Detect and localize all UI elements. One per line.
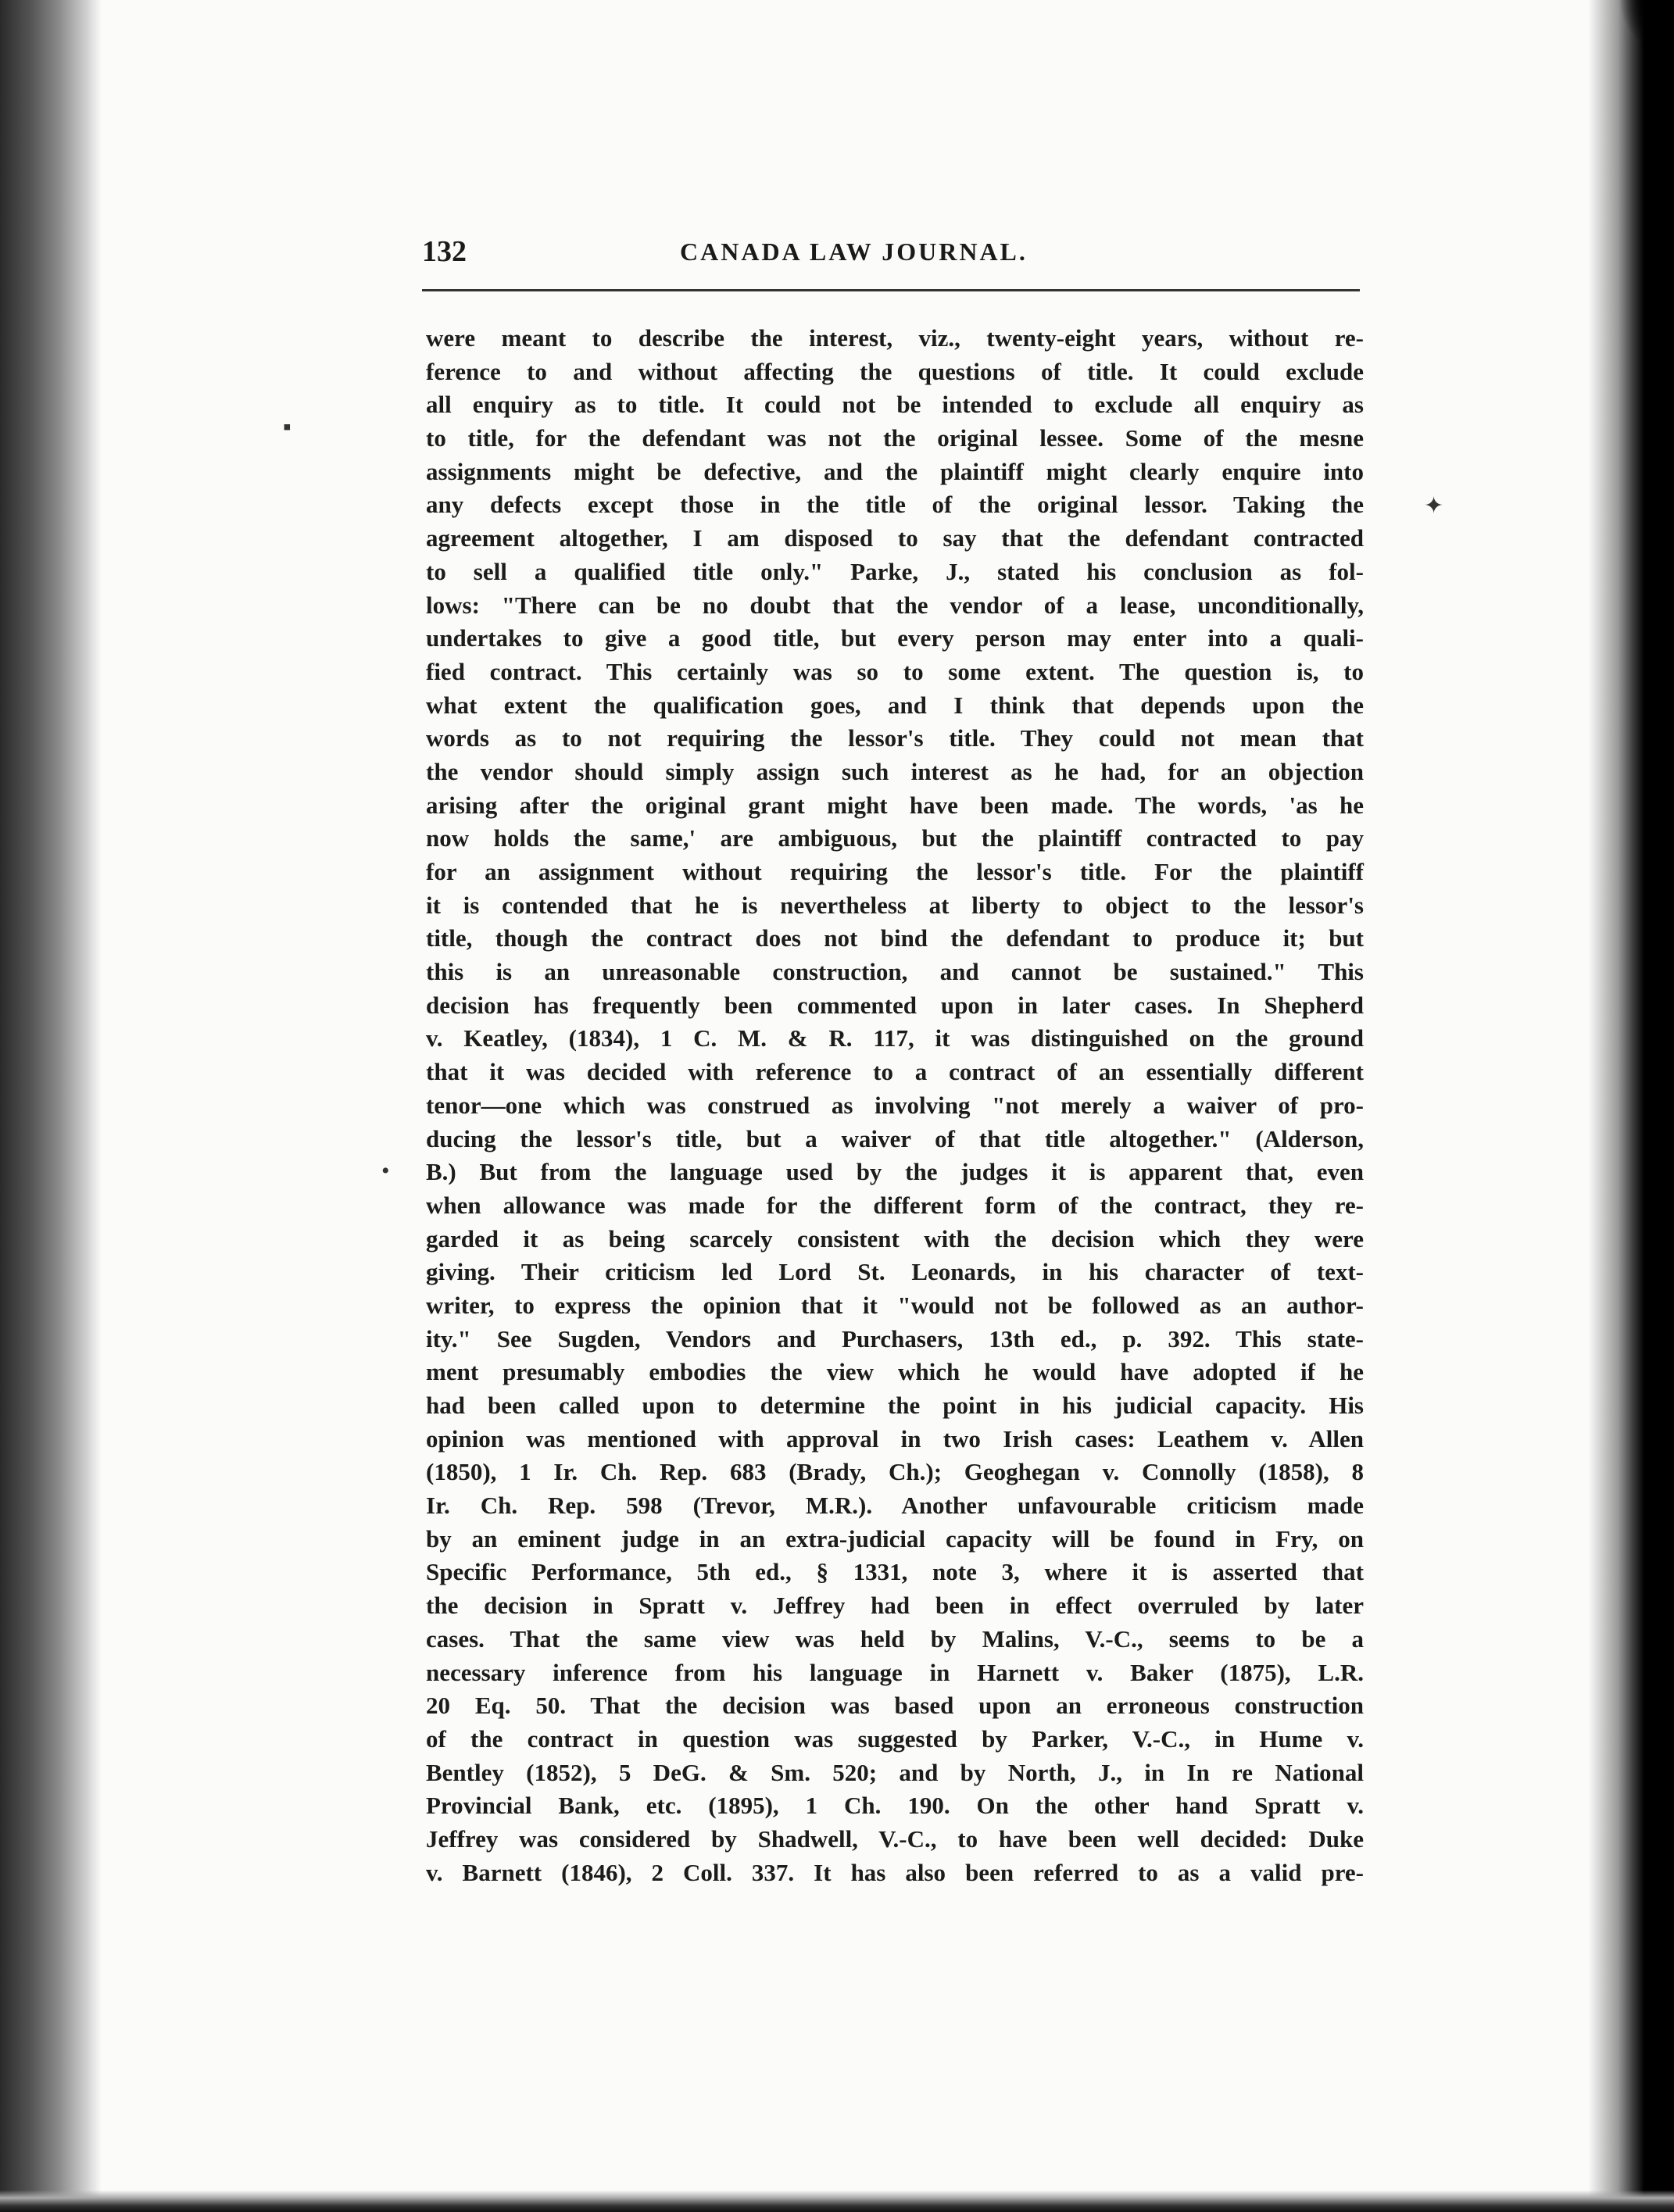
text-line: giving. Their criticism led Lord St. Leonards, in his character of text- [426, 1258, 1364, 1286]
text-line: undertakes to give a good title, but every person may enter into a quali- [426, 624, 1364, 652]
body-text [426, 322, 1364, 1923]
text-line: necessary inference from his language in Harnett v. Baker (1875), L.R. [426, 1658, 1364, 1686]
text-line: by an eminent judge in an extra-judicial capacity will be found in Fry, on [426, 1524, 1364, 1553]
text-line: v. Barnett (1846), 2 Coll. 337. It has also been referred to as a valid pre- [426, 1858, 1364, 1886]
text-line: Specific Performance, 5th ed., § 1331, note 3, where it is asserted that [426, 1558, 1364, 1586]
text-line: for an assignment without requiring the lessor's title. For the plaintiff [426, 858, 1364, 885]
text-line: any defects except those in the title of the original lessor. Taking the [426, 491, 1364, 519]
text-line: ity." See Sugden, Vendors and Purchasers, 13th ed., p. 392. This state- [426, 1324, 1364, 1353]
text-line: opinion was mentioned with approval in two Irish cases: Leathem v. Allen [426, 1424, 1364, 1453]
text-line: ference to and without affecting the questions of title. It could exclude [426, 357, 1364, 385]
text-line: ment presumably embodies the view which he would have adopted if he [426, 1358, 1364, 1386]
text-line: cases. That the same view was held by Malins, V.-C., seems to be a [426, 1624, 1364, 1653]
running-header [422, 234, 1360, 281]
margin-dot-mark: ▪ [283, 414, 292, 440]
text-line: fied contract. This certainly was so to some extent. The question is, to [426, 657, 1364, 685]
header-rule [422, 289, 1360, 291]
text-line: this is an unreasonable construction, and cannot be sustained." This [426, 958, 1364, 986]
scan-border-right [1588, 0, 1674, 2212]
text-line: v. Keatley, (1834), 1 C. M. & R. 117, it was distinguished on the ground [426, 1024, 1364, 1052]
text-line: title, though the contract does not bind the defendant to produce it; but [426, 924, 1364, 952]
text-line: writer, to express the opinion that it "would not be followed as an author- [426, 1291, 1364, 1319]
text-line: to sell a qualified title only." Parke, J., stated his conclusion as fol- [426, 557, 1364, 585]
text-line: when allowance was made for the different form of the contract, they re- [426, 1191, 1364, 1219]
scan-border-bottom [0, 2190, 1674, 2212]
text-line: 20 Eq. 50. That the decision was based upon an erroneous construction [426, 1692, 1364, 1720]
text-line: the vendor should simply assign such interest as he had, for an objection [426, 757, 1364, 785]
text-line: ducing the lessor's title, but a waiver of that title altogether." (Alderson, [426, 1124, 1364, 1152]
text-line: Provincial Bank, etc. (1895), 1 Ch. 190. On the other hand Spratt v. [426, 1792, 1364, 1820]
text-line: had been called upon to determine the point in his judicial capacity. His [426, 1392, 1364, 1419]
margin-ornament-mark: ✦ [1424, 493, 1444, 519]
text-line: tenor—one which was construed as involving "not merely a waiver of pro- [426, 1091, 1364, 1119]
text-line [426, 1889, 1364, 1923]
text-line: assignments might be defective, and the plaintiff might clearly enquire into [426, 457, 1364, 485]
text-line: were meant to describe the interest, viz., twenty-eight years, without re- [426, 324, 1364, 352]
text-line: it is contended that he is nevertheless at liberty to object to the lessor's [426, 891, 1364, 919]
text-line: Jeffrey was considered by Shadwell, V.-C., to have been well decided: Duke [426, 1824, 1364, 1853]
text-line: now holds the same,' are ambiguous, but the plaintiff contracted to pay [426, 824, 1364, 852]
text-line: words as to not requiring the lessor's title. They could not mean that [426, 724, 1364, 752]
text-line: (1850), 1 Ir. Ch. Rep. 683 (Brady, Ch.); Geoghegan v. Connolly (1858), 8 [426, 1458, 1364, 1486]
text-line: agreement altogether, I am disposed to say that the defendant contracted [426, 524, 1364, 552]
text-line: lows: "There can be no doubt that the vendor of a lease, unconditionally, [426, 591, 1364, 619]
scan-border-left [0, 0, 102, 2212]
page-number: 132 [422, 235, 467, 268]
text-line: arising after the original grant might have been made. The words, 'as he [426, 791, 1364, 819]
text-line: the decision in Spratt v. Jeffrey had been in effect overruled by later [426, 1592, 1364, 1620]
text-line: Bentley (1852), 5 DeG. & Sm. 520; and by North, J., in In re National [426, 1758, 1364, 1786]
text-line: what extent the qualification goes, and I think that depends upon the [426, 691, 1364, 719]
margin-bullet-mark: • [381, 1158, 390, 1184]
text-line: of the contract in question was suggested by Parker, V.-C., in Hume v. [426, 1724, 1364, 1753]
text-line: decision has frequently been commented upon in later cases. In Shepherd [426, 991, 1364, 1019]
scan-corner-top-right [1565, 0, 1674, 55]
text-line: Ir. Ch. Rep. 598 (Trevor, M.R.). Another unfavourable criticism made [426, 1492, 1364, 1520]
text-line: garded it as being scarcely consistent with the decision which they were [426, 1224, 1364, 1253]
journal-title: CANADA LAW JOURNAL. [680, 238, 1028, 266]
text-line: all enquiry as to title. It could not be intended to exclude all enquiry as [426, 391, 1364, 419]
text-line: that it was decided with reference to a contract of an essentially different [426, 1058, 1364, 1086]
text-line: to title, for the defendant was not the original lessee. Some of the mesne [426, 424, 1364, 452]
text-line: B.) But from the language used by the judges it is apparent that, even [426, 1158, 1364, 1186]
